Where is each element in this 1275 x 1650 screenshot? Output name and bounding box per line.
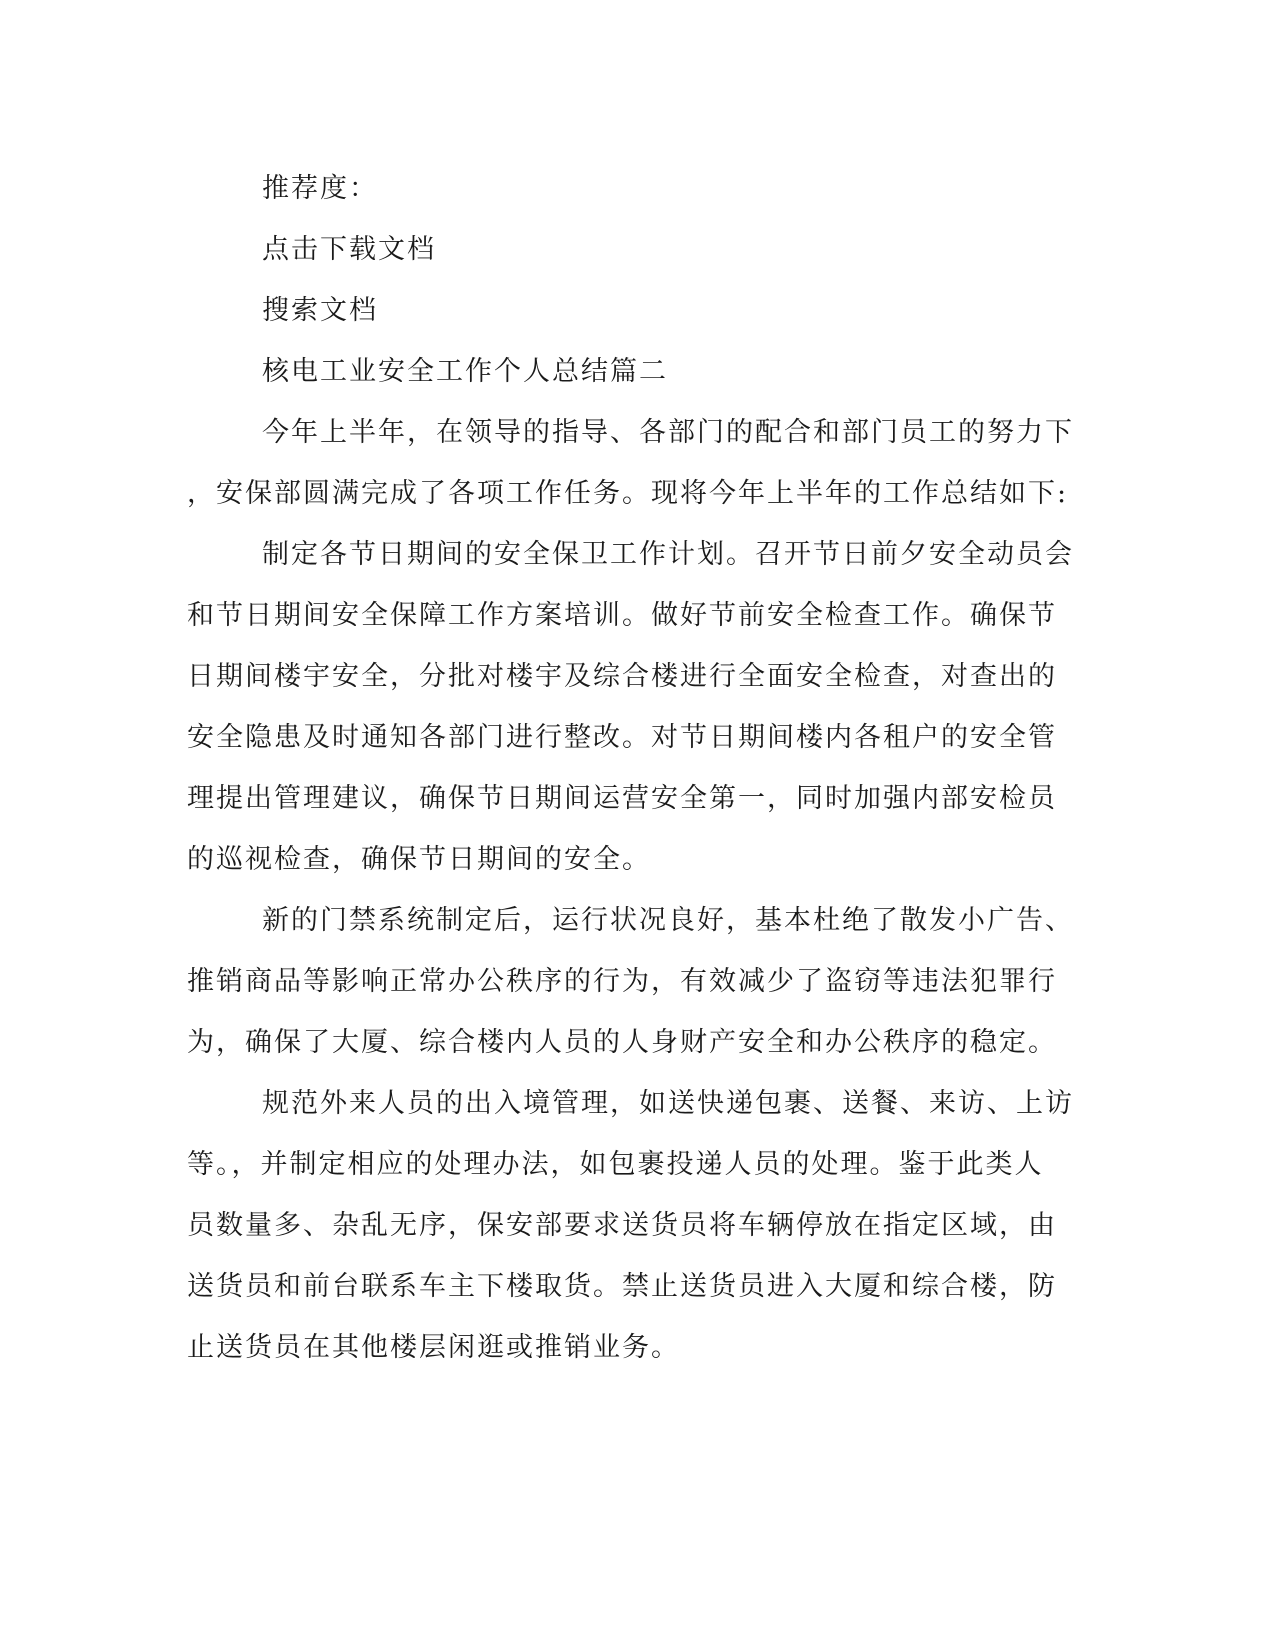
search-document-link[interactable]: 搜索文档 [262, 295, 378, 326]
paragraph-line: ，安保部圆满完成了各项工作任务。现将今年上半年的工作总结如下: [187, 478, 1069, 509]
paragraph-1 [187, 402, 1074, 524]
paragraph-line: 理提出管理建议，确保节日期间运营安全第一，同时加强内部安检员 [187, 783, 1057, 814]
paragraph-line: 送货员和前台联系车主下楼取货。禁止送货员进入大厦和综合楼，防 [187, 1271, 1057, 1302]
paragraph-line: 止送货员在其他楼层闲逛或推销业务。 [187, 1332, 680, 1363]
paragraph-line: 新的门禁系统制定后，运行状况良好，基本杜绝了散发小广告、 [262, 905, 1074, 936]
recommendation-label: 推荐度： [262, 173, 378, 204]
paragraph-line: 的巡视检查，确保节日期间的安全。 [187, 844, 651, 875]
paragraph-4 [187, 1073, 1074, 1378]
paragraph-line: 安全隐患及时通知各部门进行整改。对节日期间楼内各租户的安全管 [187, 722, 1057, 753]
paragraph-line: 日期间楼宇安全，分批对楼宇及综合楼进行全面安全检查，对查出的 [187, 661, 1057, 692]
paragraph-line: 规范外来人员的出入境管理，如送快递包裹、送餐、来访、上访 [262, 1088, 1074, 1119]
paragraph-line: 和节日期间安全保障工作方案培训。做好节前安全检查工作。确保节 [187, 600, 1057, 631]
download-document-link[interactable]: 点击下载文档 [262, 234, 436, 265]
paragraph-line: 今年上半年，在领导的指导、各部门的配合和部门员工的努力下 [262, 417, 1074, 448]
paragraph-line: 为，确保了大厦、综合楼内人员的人身财产安全和办公秩序的稳定。 [187, 1027, 1057, 1058]
paragraph-3 [187, 890, 1074, 1073]
paragraph-line: 制定各节日期间的安全保卫工作计划。召开节日前夕安全动员会 [262, 539, 1074, 570]
paragraph-line: 等。，并制定相应的处理办法，如包裹投递人员的处理。鉴于此类人 [187, 1149, 1044, 1180]
paragraph-line: 员数量多、杂乱无序，保安部要求送货员将车辆停放在指定区域，由 [187, 1210, 1057, 1241]
paragraph-line: 推销商品等影响正常办公秩序的行为，有效减少了盗窃等违法犯罪行 [187, 966, 1057, 997]
section-title: 核电工业安全工作个人总结篇二 [262, 356, 668, 387]
document-body [187, 158, 1074, 1378]
paragraph-2 [187, 524, 1074, 890]
